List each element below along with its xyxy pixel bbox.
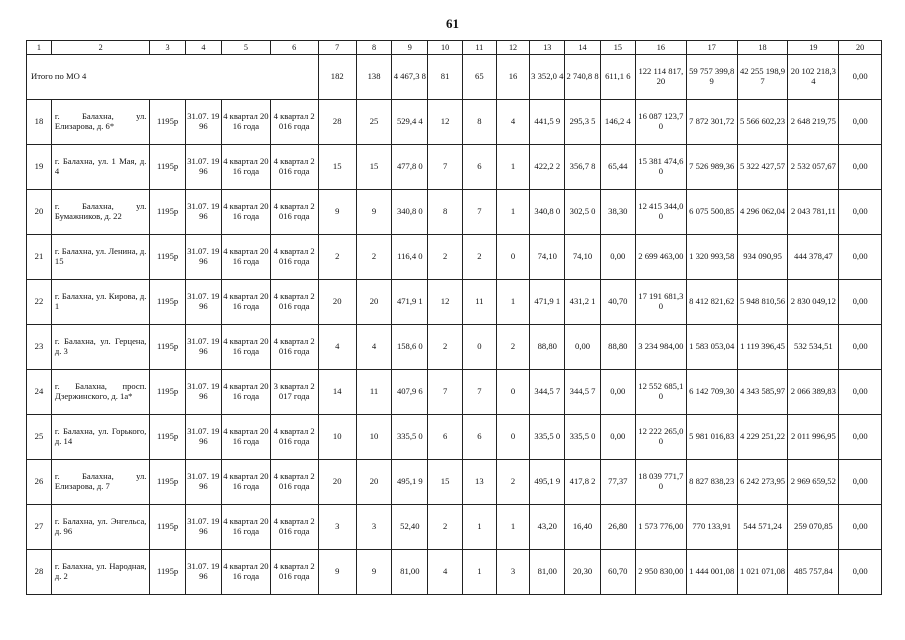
table-cell: 4 229 251,22: [737, 415, 788, 460]
table-cell: 15: [356, 145, 391, 190]
table-cell: 158,6 0: [392, 325, 428, 370]
table-cell: 116,4 0: [392, 235, 428, 280]
table-cell: 5 981 016,83: [686, 415, 737, 460]
table-cell: 0,00: [839, 190, 882, 235]
table-cell: 4 квартал 2016 года: [222, 235, 271, 280]
table-cell: 146,2 4: [600, 100, 635, 145]
table-cell: 4 квартал 2016 года: [222, 190, 271, 235]
row-number: 23: [27, 325, 52, 370]
total-cell: 81: [428, 55, 462, 100]
table-cell: 0,00: [839, 100, 882, 145]
table-cell: 16 087 123,70: [635, 100, 686, 145]
table-cell: 12 415 344,00: [635, 190, 686, 235]
table-cell: 4 квартал 2016 года: [222, 460, 271, 505]
table-cell: 0,00: [839, 235, 882, 280]
table-cell: 4 квартал 2016 года: [270, 325, 318, 370]
table-cell: 40,70: [600, 280, 635, 325]
table-cell: 9: [356, 550, 391, 595]
table-cell: 81,00: [392, 550, 428, 595]
address-cell: г. Балахна, ул. Герцена, д. 3: [51, 325, 150, 370]
column-header: 14: [565, 41, 600, 55]
table-cell: 0: [496, 415, 529, 460]
table-cell: 8 827 838,23: [686, 460, 737, 505]
table-cell: 422,2 2: [530, 145, 565, 190]
table-cell: 444 378,47: [788, 235, 839, 280]
table-cell: 4: [356, 325, 391, 370]
table-cell: 31.07. 1996: [185, 505, 221, 550]
table-cell: 532 534,51: [788, 325, 839, 370]
total-cell: 0,00: [839, 55, 882, 100]
address-cell: г. Балахна, ул. Народная, д. 2: [51, 550, 150, 595]
table-cell: 74,10: [530, 235, 565, 280]
table-cell: 471,9 1: [530, 280, 565, 325]
address-cell: г. Балахна, ул. Бумажников, д. 22: [51, 190, 150, 235]
table-cell: 302,5 0: [565, 190, 600, 235]
table-cell: 9: [356, 190, 391, 235]
table-cell: 16,40: [565, 505, 600, 550]
table-cell: 1 444 001,08: [686, 550, 737, 595]
table-cell: 3: [318, 505, 356, 550]
table-cell: 7: [428, 370, 462, 415]
table-cell: 4 квартал 2016 года: [270, 280, 318, 325]
column-header: 18: [737, 41, 788, 55]
row-number: 24: [27, 370, 52, 415]
table-cell: 2: [356, 235, 391, 280]
table-cell: 4 квартал 2016 года: [222, 415, 271, 460]
table-cell: 0: [496, 370, 529, 415]
table-cell: 2: [428, 505, 462, 550]
table-cell: 77,37: [600, 460, 635, 505]
table-cell: 20: [318, 460, 356, 505]
table-cell: 2 532 057,67: [788, 145, 839, 190]
table-cell: 20: [356, 460, 391, 505]
table-cell: 934 090,95: [737, 235, 788, 280]
table-cell: 295,3 5: [565, 100, 600, 145]
table-cell: 3 квартал 2017 года: [270, 370, 318, 415]
table-cell: 335,5 0: [530, 415, 565, 460]
table-cell: 417,8 2: [565, 460, 600, 505]
table-cell: 2 043 781,11: [788, 190, 839, 235]
table-cell: 6 242 273,95: [737, 460, 788, 505]
table-cell: 4: [496, 100, 529, 145]
column-header: 3: [150, 41, 185, 55]
table-cell: 495,1 9: [530, 460, 565, 505]
table-row: [27, 550, 882, 595]
table-cell: 344,5 7: [565, 370, 600, 415]
table-cell: 2 830 049,12: [788, 280, 839, 325]
table-cell: 28: [318, 100, 356, 145]
table-row: [27, 460, 882, 505]
table-cell: 0,00: [565, 325, 600, 370]
table-cell: 7: [428, 145, 462, 190]
table-cell: 407,9 6: [392, 370, 428, 415]
table-cell: 5 322 427,57: [737, 145, 788, 190]
table-cell: 20,30: [565, 550, 600, 595]
table-row: [27, 325, 882, 370]
table-cell: 1195р: [150, 370, 185, 415]
table-cell: 6 075 500,85: [686, 190, 737, 235]
header-row: [27, 41, 882, 55]
column-header: 4: [185, 41, 221, 55]
table-row: [27, 235, 882, 280]
table-cell: 1: [496, 190, 529, 235]
address-cell: г. Балахна, ул. Ленина, д. 15: [51, 235, 150, 280]
table-cell: 335,5 0: [565, 415, 600, 460]
column-header: 6: [270, 41, 318, 55]
table-cell: 441,5 9: [530, 100, 565, 145]
table-row: [27, 100, 882, 145]
table-cell: 31.07. 1996: [185, 460, 221, 505]
table-cell: 7: [462, 190, 496, 235]
table-cell: 12 222 265,00: [635, 415, 686, 460]
table-cell: 3: [496, 550, 529, 595]
table-cell: 4 квартал 2016 года: [270, 415, 318, 460]
table-cell: 11: [462, 280, 496, 325]
table-cell: 471,9 1: [392, 280, 428, 325]
column-header: 17: [686, 41, 737, 55]
table-cell: 31.07. 1996: [185, 550, 221, 595]
table-cell: 4 квартал 2016 года: [222, 505, 271, 550]
table-cell: 26,80: [600, 505, 635, 550]
table-cell: 18 039 771,70: [635, 460, 686, 505]
table-cell: 88,80: [600, 325, 635, 370]
table-cell: 1: [462, 505, 496, 550]
total-cell: 3 352,0 4: [530, 55, 565, 100]
table-cell: 7: [462, 370, 496, 415]
total-cell: 4 467,3 8: [392, 55, 428, 100]
table-cell: 12: [428, 280, 462, 325]
table-cell: 0,00: [600, 235, 635, 280]
table-cell: 38,30: [600, 190, 635, 235]
table-cell: 20: [356, 280, 391, 325]
table-cell: 770 133,91: [686, 505, 737, 550]
row-number: 21: [27, 235, 52, 280]
table-cell: 0: [496, 235, 529, 280]
total-cell: 611,1 6: [600, 55, 635, 100]
table-row: [27, 505, 882, 550]
address-cell: г. Балахна, просп. Дзержинского, д. 1а*: [51, 370, 150, 415]
table-cell: 31.07. 1996: [185, 325, 221, 370]
column-header: 20: [839, 41, 882, 55]
table-cell: 2 699 463,00: [635, 235, 686, 280]
total-row: [27, 55, 882, 100]
column-header: 15: [600, 41, 635, 55]
table-cell: 2: [318, 235, 356, 280]
table-cell: 0: [462, 325, 496, 370]
table-cell: 12 552 685,10: [635, 370, 686, 415]
table-cell: 4: [428, 550, 462, 595]
table-cell: 6: [462, 415, 496, 460]
table-cell: 1: [496, 505, 529, 550]
total-cell: 65: [462, 55, 496, 100]
table-cell: 4 квартал 2016 года: [270, 190, 318, 235]
total-cell: 42 255 198,97: [737, 55, 788, 100]
table-cell: 74,10: [565, 235, 600, 280]
table-cell: 0,00: [839, 325, 882, 370]
table-cell: 1195р: [150, 145, 185, 190]
table-row: [27, 145, 882, 190]
table-cell: 17 191 681,30: [635, 280, 686, 325]
table-cell: 2: [428, 235, 462, 280]
table-cell: 20: [318, 280, 356, 325]
table-cell: 0,00: [839, 460, 882, 505]
table-cell: 52,40: [392, 505, 428, 550]
column-header: 2: [51, 41, 150, 55]
table-cell: 1 573 776,00: [635, 505, 686, 550]
table-cell: 8 412 821,62: [686, 280, 737, 325]
table-cell: 9: [318, 190, 356, 235]
data-table: [26, 40, 882, 595]
table-cell: 6: [462, 145, 496, 190]
table-cell: 1 583 053,04: [686, 325, 737, 370]
table-cell: 1: [496, 280, 529, 325]
address-cell: г. Балахна, ул. Елизарова, д. 6*: [51, 100, 150, 145]
table-row: [27, 370, 882, 415]
table-cell: 31.07. 1996: [185, 415, 221, 460]
column-header: 7: [318, 41, 356, 55]
table-cell: 31.07. 1996: [185, 190, 221, 235]
table-cell: 5 566 602,23: [737, 100, 788, 145]
table-cell: 2 011 996,95: [788, 415, 839, 460]
column-header: 8: [356, 41, 391, 55]
column-header: 12: [496, 41, 529, 55]
table-cell: 4 квартал 2016 года: [270, 460, 318, 505]
table-cell: 7 872 301,72: [686, 100, 737, 145]
table-cell: 88,80: [530, 325, 565, 370]
table-cell: 5 948 810,56: [737, 280, 788, 325]
row-number: 19: [27, 145, 52, 190]
table-row: [27, 280, 882, 325]
table-cell: 25: [356, 100, 391, 145]
table-cell: 4 квартал 2016 года: [270, 505, 318, 550]
table-cell: 340,8 0: [392, 190, 428, 235]
table-cell: 4 квартал 2016 года: [270, 100, 318, 145]
table-cell: 4 квартал 2016 года: [222, 280, 271, 325]
column-header: 13: [530, 41, 565, 55]
table-cell: 31.07. 1996: [185, 370, 221, 415]
address-cell: г. Балахна, ул. 1 Мая, д. 4: [51, 145, 150, 190]
table-cell: 477,8 0: [392, 145, 428, 190]
table-cell: 31.07. 1996: [185, 145, 221, 190]
table-cell: 1195р: [150, 190, 185, 235]
table-cell: 0,00: [839, 280, 882, 325]
table-cell: 4 квартал 2016 года: [222, 145, 271, 190]
table-cell: 8: [462, 100, 496, 145]
table-cell: 65,44: [600, 145, 635, 190]
table-cell: 1195р: [150, 415, 185, 460]
table-cell: 2: [496, 460, 529, 505]
address-cell: г. Балахна, ул. Горького, д. 14: [51, 415, 150, 460]
table-cell: 2 950 830,00: [635, 550, 686, 595]
table-cell: 10: [356, 415, 391, 460]
table-cell: 0,00: [839, 370, 882, 415]
table-cell: 7 526 989,36: [686, 145, 737, 190]
table-cell: 4 квартал 2016 года: [222, 370, 271, 415]
total-cell: 2 740,8 8: [565, 55, 600, 100]
table-cell: 3: [356, 505, 391, 550]
table-row: [27, 190, 882, 235]
row-number: 28: [27, 550, 52, 595]
table-cell: 340,8 0: [530, 190, 565, 235]
table-cell: 11: [356, 370, 391, 415]
table-cell: 6: [428, 415, 462, 460]
table-cell: 356,7 8: [565, 145, 600, 190]
table-cell: 13: [462, 460, 496, 505]
table-cell: 344,5 7: [530, 370, 565, 415]
table-cell: 4 квартал 2016 года: [222, 550, 271, 595]
table-cell: 1 119 396,45: [737, 325, 788, 370]
column-header: 1: [27, 41, 52, 55]
table-row: [27, 415, 882, 460]
table-cell: 485 757,84: [788, 550, 839, 595]
table-cell: 1195р: [150, 280, 185, 325]
table-cell: 2: [428, 325, 462, 370]
table-cell: 8: [428, 190, 462, 235]
total-cell: 182: [318, 55, 356, 100]
table-cell: 4 квартал 2016 года: [270, 550, 318, 595]
table-cell: 60,70: [600, 550, 635, 595]
table-cell: 6 142 709,30: [686, 370, 737, 415]
table-cell: 3 234 984,00: [635, 325, 686, 370]
table-cell: 1195р: [150, 460, 185, 505]
row-number: 18: [27, 100, 52, 145]
total-cell: 122 114 817,20: [635, 55, 686, 100]
table-cell: 31.07. 1996: [185, 235, 221, 280]
table-cell: 1195р: [150, 100, 185, 145]
table-cell: 259 070,85: [788, 505, 839, 550]
address-cell: г. Балахна, ул. Кирова, д. 1: [51, 280, 150, 325]
column-header: 16: [635, 41, 686, 55]
table-cell: 1195р: [150, 550, 185, 595]
table-cell: 10: [318, 415, 356, 460]
table-cell: 2: [462, 235, 496, 280]
table-cell: 1195р: [150, 505, 185, 550]
table-cell: 0,00: [600, 415, 635, 460]
table-cell: 1: [462, 550, 496, 595]
table-cell: 4 квартал 2016 года: [222, 100, 271, 145]
table-cell: 12: [428, 100, 462, 145]
column-header: 5: [222, 41, 271, 55]
table-cell: 4 296 062,04: [737, 190, 788, 235]
address-cell: г. Балахна, ул. Елизарова, д. 7: [51, 460, 150, 505]
table-cell: 1 021 071,08: [737, 550, 788, 595]
table-cell: 9: [318, 550, 356, 595]
total-cell: 138: [356, 55, 391, 100]
column-header: 10: [428, 41, 462, 55]
total-label: Итого по МО 4: [27, 55, 319, 100]
table-cell: 335,5 0: [392, 415, 428, 460]
table-cell: 2: [496, 325, 529, 370]
table-cell: 0,00: [600, 370, 635, 415]
table-cell: 14: [318, 370, 356, 415]
row-number: 22: [27, 280, 52, 325]
row-number: 20: [27, 190, 52, 235]
total-cell: 59 757 399,89: [686, 55, 737, 100]
table-cell: 31.07. 1996: [185, 280, 221, 325]
row-number: 26: [27, 460, 52, 505]
table-cell: 4 квартал 2016 года: [270, 145, 318, 190]
table-cell: 1195р: [150, 235, 185, 280]
table-cell: 4 343 585,97: [737, 370, 788, 415]
table-cell: 81,00: [530, 550, 565, 595]
table-cell: 2 066 389,83: [788, 370, 839, 415]
table-cell: 4 квартал 2016 года: [270, 235, 318, 280]
table-cell: 431,2 1: [565, 280, 600, 325]
total-cell: 20 102 218,34: [788, 55, 839, 100]
table-cell: 1 320 993,58: [686, 235, 737, 280]
table-cell: 544 571,24: [737, 505, 788, 550]
table-cell: 4: [318, 325, 356, 370]
table-cell: 495,1 9: [392, 460, 428, 505]
column-header: 19: [788, 41, 839, 55]
table-cell: 1195р: [150, 325, 185, 370]
table-cell: 31.07. 1996: [185, 100, 221, 145]
total-cell: 16: [496, 55, 529, 100]
address-cell: г. Балахна, ул. Энгельса, д. 96: [51, 505, 150, 550]
table-cell: 0,00: [839, 505, 882, 550]
table-cell: 15: [318, 145, 356, 190]
table-cell: 0,00: [839, 550, 882, 595]
row-number: 25: [27, 415, 52, 460]
column-header: 9: [392, 41, 428, 55]
table-cell: 0,00: [839, 145, 882, 190]
table-cell: 4 квартал 2016 года: [222, 325, 271, 370]
table-cell: 15 381 474,60: [635, 145, 686, 190]
table-cell: 2 969 659,52: [788, 460, 839, 505]
table-cell: 0,00: [839, 415, 882, 460]
page-number: 61: [446, 16, 459, 31]
table-cell: 43,20: [530, 505, 565, 550]
column-header: 11: [462, 41, 496, 55]
table-cell: 529,4 4: [392, 100, 428, 145]
row-number: 27: [27, 505, 52, 550]
table-cell: 15: [428, 460, 462, 505]
table-cell: 2 648 219,75: [788, 100, 839, 145]
table-cell: 1: [496, 145, 529, 190]
